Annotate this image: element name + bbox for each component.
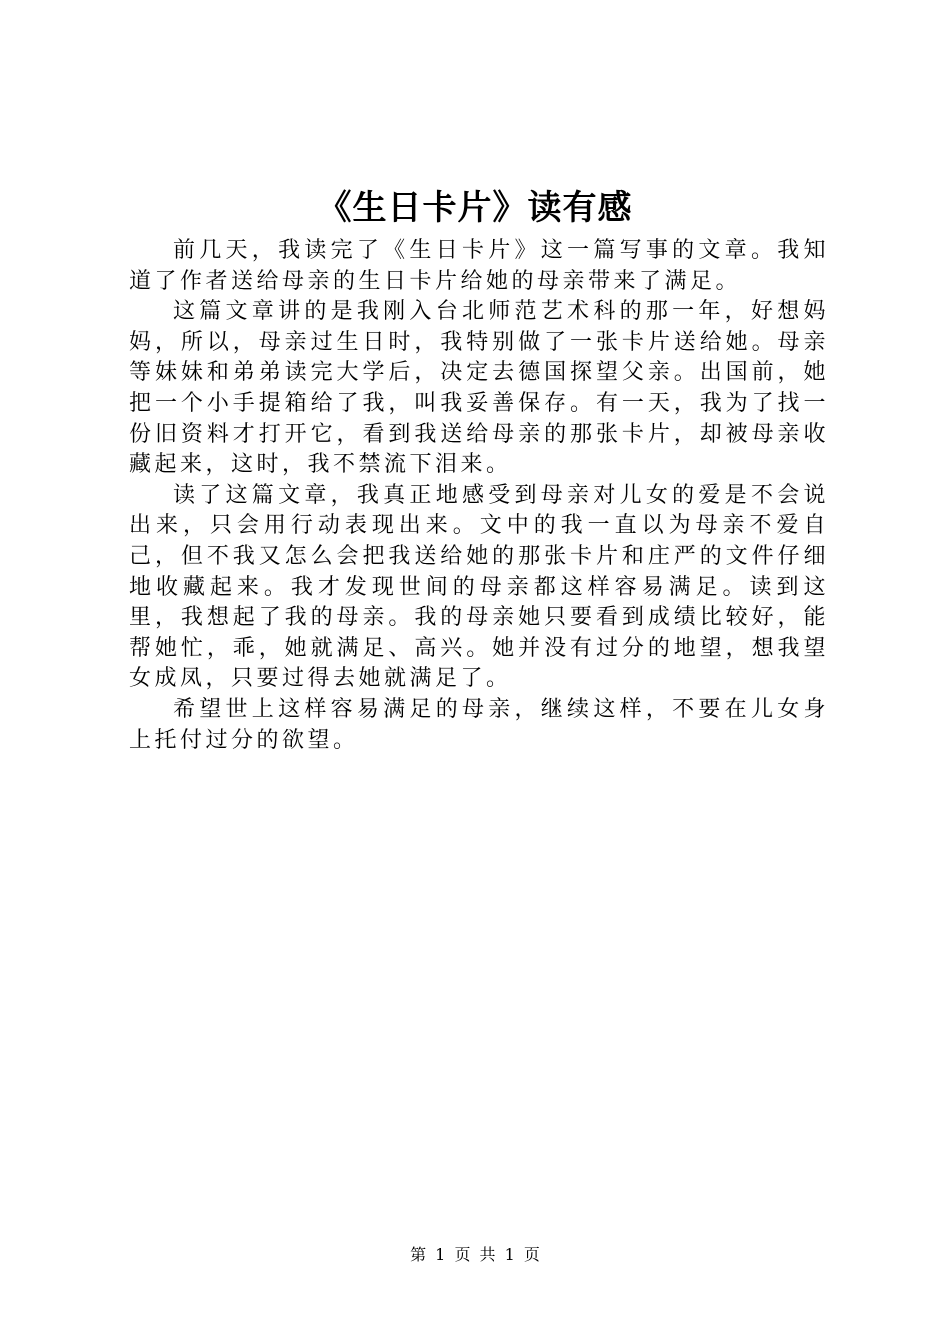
document-body <box>129 236 829 756</box>
paragraph: 前几天，我读完了《生日卡片》这一篇写事的文章。我知道了作者送给母亲的生日卡片给她的母亲带来了满足。 <box>129 238 829 294</box>
page-number-footer: 第 1 页 共 1 页 <box>410 1245 540 1264</box>
document-title: 《生日卡片》读有感 <box>317 188 633 228</box>
paragraph: 读了这篇文章，我真正地感受到母亲对儿女的爱是不会说出来，只会用行动表现出来。文中的我一直以为母亲不爱自己，但不我又怎么会把我送给她的那张卡片和庄严的文件仔细地收藏起来。我才发现世间的母亲都这样容易满足。读到这里，我想起了我的母亲。我的母亲她只要看到成绩比较好，能帮她忙，乖，她就满足、高兴。她并没有过分的地望，想我望女成凤，只要过得去她就满足了。 <box>129 482 829 692</box>
paragraph: 希望世上这样容易满足的母亲，继续这样，不要在儿女身上托付过分的欲望。 <box>129 696 829 753</box>
paragraph: 这篇文章讲的是我刚入台北师范艺术科的那一年，好想妈妈，所以，母亲过生日时，我特别做了一张卡片送给她。母亲等妹妹和弟弟读完大学后，决定去德国探望父亲。出国前，她把一个小手提箱给了我，叫我妥善保存。有一天，我为了找一份旧资料才打开它，看到我送给母亲的那张卡片，却被母亲收藏起来，这时，我不禁流下泪来。 <box>129 299 829 478</box>
